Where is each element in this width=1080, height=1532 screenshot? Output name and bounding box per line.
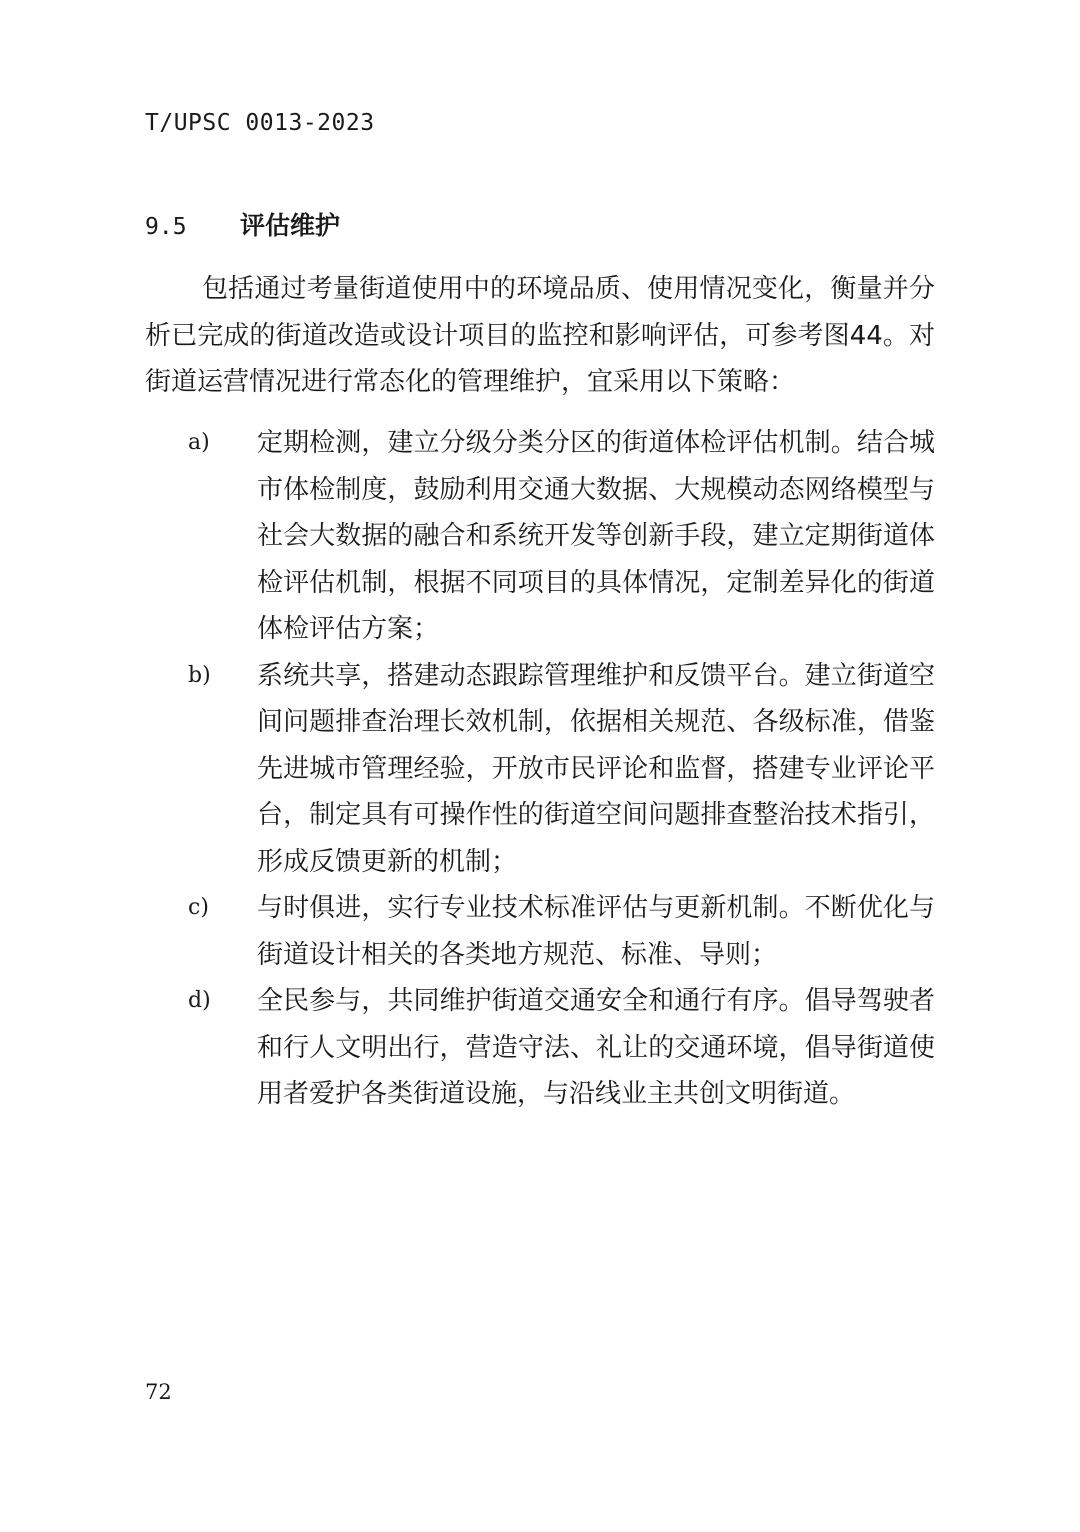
page-number: 72 — [145, 1380, 172, 1404]
strategy-list — [145, 420, 935, 1118]
list-item — [145, 420, 935, 653]
list-item-text: 全民参与，共同维护街道交通安全和通行有序。倡导驾驶者和行人文明出行，营造守法、礼让的交通环境，倡导街道使用者爱护各类街道设施，与沿线业主共创文明街道。 — [257, 986, 935, 1109]
document-code: T/UPSC 0013-2023 — [145, 110, 375, 136]
list-item-marker: a) — [188, 430, 210, 455]
list-item — [145, 885, 935, 978]
list-item — [145, 653, 935, 886]
section-number: 9.5 — [145, 214, 187, 240]
list-item-marker: b) — [188, 662, 211, 688]
section-title: 评估维护 — [240, 211, 341, 240]
list-item-marker: c) — [188, 895, 209, 920]
list-item-text: 与时俱进，实行专业技术标准评估与更新机制。不断优化与街道设计相关的各类地方规范、标准、导则； — [257, 893, 935, 970]
list-item-text: 定期检测，建立分级分类分区的街道体检评估机制。结合城市体检制度，鼓励利用交通大数据、大规模动态网络模型与社会大数据的融合和系统开发等创新手段，建立定期街道体检评估机制，根据不同项目的具体情况，定制差异化的街道体检评估方案； — [257, 428, 935, 644]
list-item — [145, 978, 935, 1118]
intro-paragraph: 包括通过考量街道使用中的环境品质、使用情况变化，衡量并分析已完成的街道改造或设计项目的监控和影响评估，可参考图44。对街道运营情况进行常态化的管理维护，宜采用以下策略： — [145, 274, 935, 397]
list-item-text: 系统共享，搭建动态跟踪管理维护和反馈平台。建立街道空间问题排查治理长效机制，依据相关规范、各级标准，借鉴先进城市管理经验，开放市民评论和监督，搭建专业评论平台，制定具有可操作性的街道空间问题排查整治技术指引，形成反馈更新的机制； — [257, 660, 935, 877]
section-heading — [145, 206, 340, 242]
list-item-marker: d) — [188, 988, 211, 1013]
